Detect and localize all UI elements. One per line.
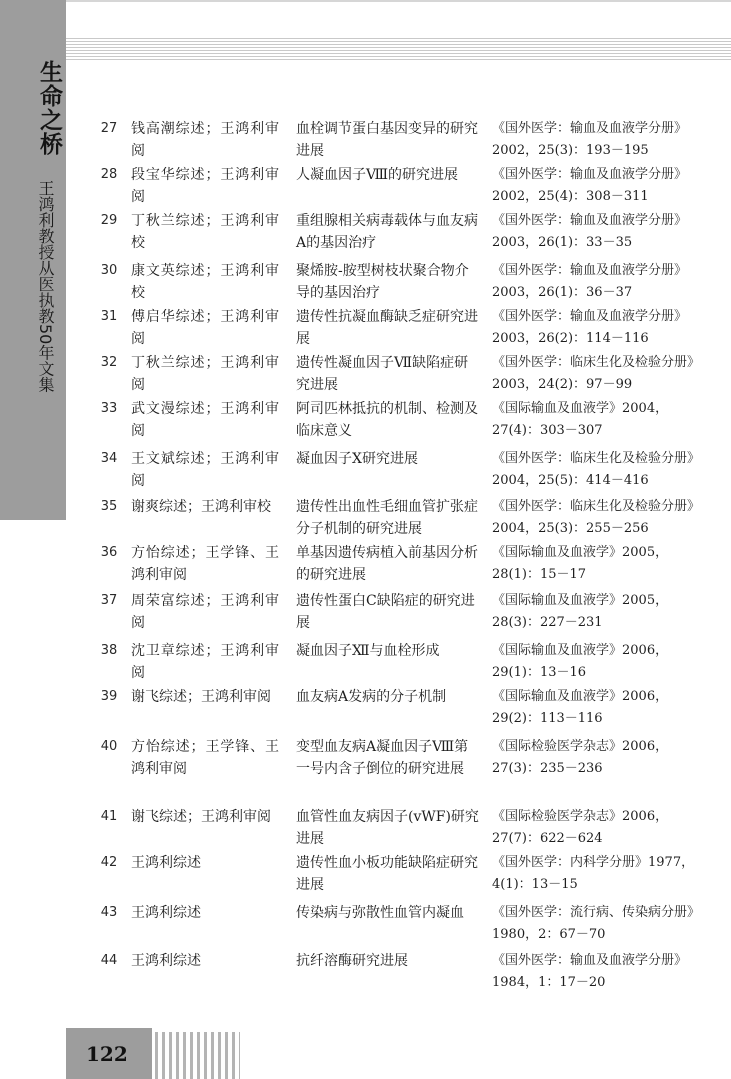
page-number: 122	[86, 1042, 128, 1066]
entry-title: 凝血因子Ⅹ研究进展	[296, 451, 418, 467]
entry-title: 变型血友病A凝血因子Ⅷ第一号内含子倒位的研究进展	[296, 739, 469, 777]
entry-title: 传染病与弥散性血管内凝血	[296, 905, 464, 921]
entry-title: 遗传性蛋白C缺陷症的研究进展	[296, 593, 475, 631]
entry-number: 38	[100, 643, 118, 658]
entry-number: 29	[100, 213, 118, 228]
entry-author: 王文斌综述；王鸿利审阅	[131, 451, 279, 489]
entry-author: 方怡综述；王学锋、王鸿利审阅	[131, 739, 279, 777]
entry-source: 《国外医学：内科学分册》1977，4(1)：13－15	[492, 855, 695, 892]
entry-number: 34	[100, 451, 118, 466]
entry-author: 周荣富综述；王鸿利审阅	[131, 593, 279, 631]
entry-source: 《国外医学：输血及血液学分册》2002，25(3)：193－195	[492, 121, 688, 158]
entry-author: 王鸿利综述	[131, 855, 201, 871]
entry-title: 重组腺相关病毒载体与血友病A的基因治疗	[296, 213, 478, 251]
entry-source: 《国外医学：临床生化及检验分册》2003，24(2)：97－99	[492, 355, 701, 392]
entry-number: 37	[100, 593, 118, 608]
entry-author: 王鸿利综述	[131, 953, 201, 969]
entry-source: 《国外医学：临床生化及检验分册》2004，25(5)：414－416	[492, 451, 701, 488]
entry-author: 傅启华综述；王鸿利审阅	[131, 309, 279, 347]
entry-author: 段宝华综述；王鸿利审阅	[131, 167, 279, 205]
entry-number: 31	[100, 309, 118, 324]
entry-author: 谢爽综述；王鸿利审校	[131, 499, 271, 515]
entry-source: 《国外医学：输血及血液学分册》2003，26(1)：33－35	[492, 213, 688, 250]
entry-source: 《国外医学：临床生化及检验分册》2004，25(3)：255－256	[492, 499, 701, 536]
entry-title: 单基因遗传病植入前基因分析的研究进展	[296, 545, 478, 583]
entry-number: 28	[100, 167, 118, 182]
entry-number: 39	[100, 689, 118, 704]
entry-source: 《国际检验医学杂志》2006，27(3)：235－236	[492, 739, 669, 776]
entry-title: 血管性血友病因子(vWF)研究进展	[296, 809, 479, 847]
entry-author: 谢飞综述；王鸿利审阅	[131, 689, 271, 705]
entry-source: 《国外医学：输血及血液学分册》2003，26(2)：114－116	[492, 309, 688, 346]
entry-title: 遗传性抗凝血酶缺乏症研究进展	[296, 309, 478, 347]
entry-source: 《国际输血及血液学》2005，28(3)：227－231	[492, 593, 669, 630]
entry-number: 43	[100, 905, 118, 920]
entry-source: 《国际输血及血液学》2004，27(4)：303－307	[492, 401, 669, 438]
entry-source: 《国际输血及血液学》2006，29(1)：13－16	[492, 643, 669, 680]
entry-source: 《国际输血及血液学》2006，29(2)：113－116	[492, 689, 669, 726]
entry-title: 凝血因子Ⅻ与血栓形成	[296, 643, 440, 659]
entry-author: 王鸿利综述	[131, 905, 201, 921]
entry-title: 抗纤溶酶研究进展	[296, 953, 408, 969]
entry-author: 丁秋兰综述；王鸿利审校	[131, 213, 279, 251]
entry-title: 遗传性凝血因子Ⅶ缺陷症研究进展	[296, 355, 469, 393]
entry-number: 32	[100, 355, 118, 370]
entry-title: 阿司匹林抵抗的机制、检测及临床意义	[296, 401, 478, 439]
entry-author: 方怡综述；王学锋、王鸿利审阅	[131, 545, 279, 583]
sidebar-subtitle: 王鸿利教授从医执教50年文集	[36, 180, 55, 393]
entry-source: 《国外医学：输血及血液学分册》2002，25(4)：308－311	[492, 167, 688, 204]
entry-number: 27	[100, 121, 118, 136]
entry-title: 血友病A发病的分子机制	[296, 689, 447, 705]
entry-number: 36	[100, 545, 118, 560]
entry-source: 《国际输血及血液学》2005，28(1)：15－17	[492, 545, 669, 582]
entry-number: 35	[100, 499, 118, 514]
entry-title: 血栓调节蛋白基因变异的研究进展	[296, 121, 478, 159]
entry-source: 《国际检验医学杂志》2006，27(7)：622－624	[492, 809, 669, 846]
entry-number: 44	[100, 953, 118, 968]
sidebar-brand-title: 生命之桥	[36, 60, 63, 156]
entry-source: 《国外医学：输血及血液学分册》1984，1：17－20	[492, 953, 688, 990]
entry-number: 33	[100, 401, 118, 416]
footer-decorative-bars	[155, 1032, 240, 1079]
entry-number: 30	[100, 263, 118, 278]
entry-author: 谢飞综述；王鸿利审阅	[131, 809, 271, 825]
entry-source: 《国外医学：输血及血液学分册》2003，26(1)：36－37	[492, 263, 688, 300]
entry-number: 41	[100, 809, 118, 824]
entry-title: 聚烯胺-胺型树枝状聚合物介导的基因治疗	[296, 263, 469, 301]
entry-title: 遗传性血小板功能缺陷症研究进展	[296, 855, 478, 893]
entry-author: 丁秋兰综述；王鸿利审阅	[131, 355, 279, 393]
entry-author: 沈卫章综述；王鸿利审阅	[131, 643, 279, 681]
entry-number: 42	[100, 855, 118, 870]
entry-source: 《国外医学：流行病、传染病分册》1980，2：67－70	[492, 905, 701, 942]
entry-title: 遗传性出血性毛细血管扩张症分子机制的研究进展	[296, 499, 478, 537]
entry-author: 康文英综述；王鸿利审校	[131, 263, 279, 301]
entry-author: 武文漫综述；王鸿利审阅	[131, 401, 279, 439]
entry-number: 40	[100, 739, 118, 754]
entry-author: 钱高潮综述；王鸿利审阅	[131, 121, 279, 159]
entry-title: 人凝血因子Ⅷ的研究进展	[296, 167, 459, 183]
